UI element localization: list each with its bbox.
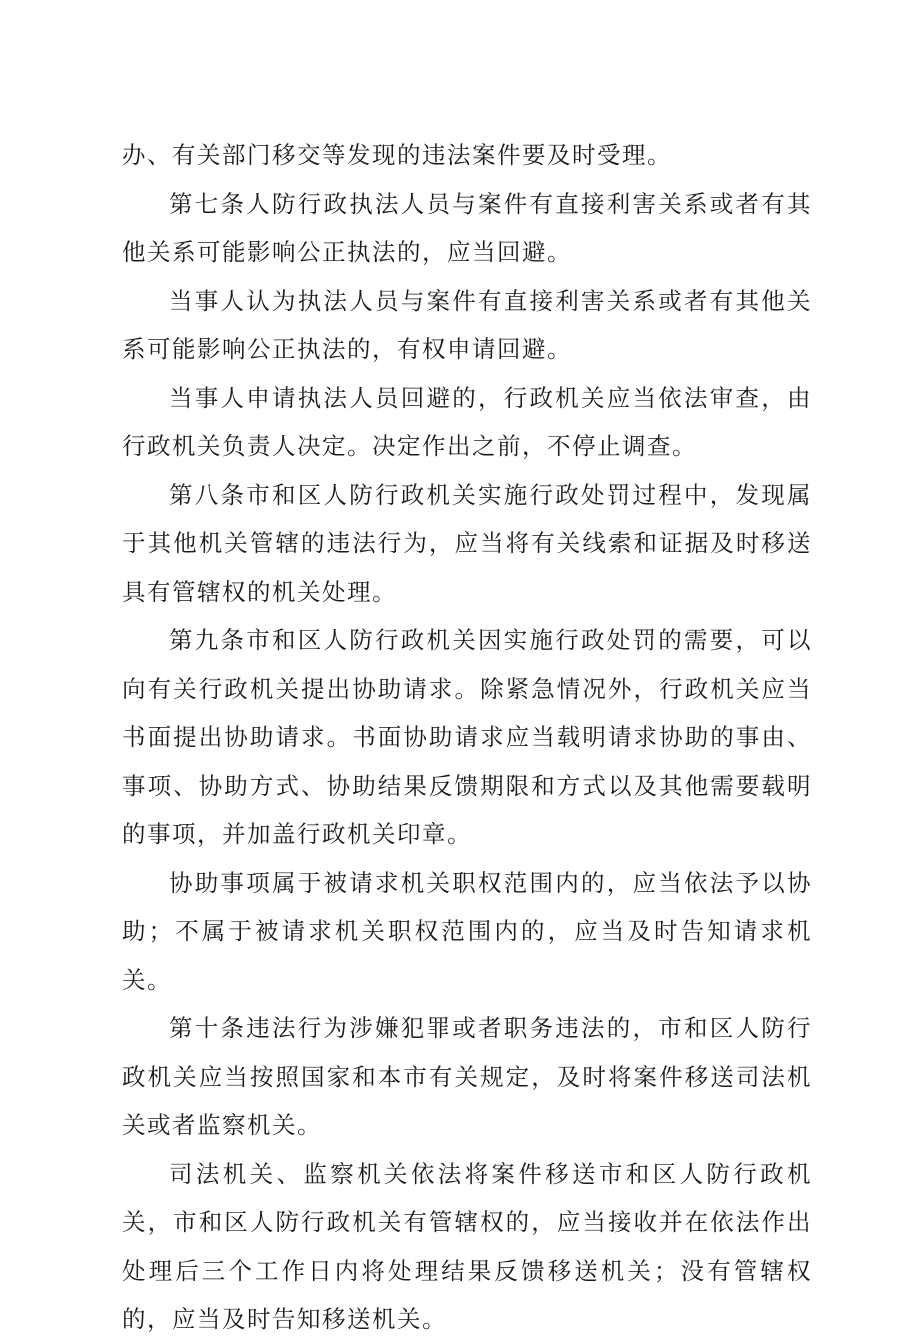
paragraph-continuation: 办、有关部门移交等发现的违法案件要及时受理。 (122, 141, 672, 169)
paragraph-article-8: 第八条市和区人防行政机关实施行政处罚过程中，发现属于其他机关管辖的违法行为，应当将有关线索和证据及时移送具有管辖权的机关处理。 (122, 480, 812, 606)
paragraph-recusal-request: 当事人认为执法人员与案件有直接利害关系或者有其他关系可能影响公正执法的，有权申请回避。 (122, 286, 812, 363)
paragraph-recusal-review: 当事人申请执法人员回避的，行政机关应当依法审查，由行政机关负责人决定。决定作出之前，不停止调查。 (122, 383, 812, 460)
paragraph-case-transfer: 司法机关、监察机关依法将案件移送市和区人防行政机关，市和区人防行政机关有管辖权的，应当接收并在依法作出处理后三个工作日内将处理结果反馈移送机关；没有管辖权的，应当及时告知移送机关。 (122, 1159, 812, 1333)
paragraph-article-10: 第十条违法行为涉嫌犯罪或者职务违法的，市和区人防行政机关应当按照国家和本市有关规定，及时将案件移送司法机关或者监察机关。 (122, 1014, 812, 1139)
document-body (122, 131, 812, 1344)
paragraph-assistance-scope: 协助事项属于被请求机关职权范围内的，应当依法予以协助；不属于被请求机关职权范围内的，应当及时告知请求机关。 (122, 868, 812, 994)
paragraph-article-7: 第七条人防行政执法人员与案件有直接利害关系或者有其他关系可能影响公正执法的，应当回避。 (122, 189, 812, 266)
paragraph-article-9: 第九条市和区人防行政机关因实施行政处罚的需要，可以向有关行政机关提出协助请求。除紧急情况外，行政机关应当书面提出协助请求。书面协助请求应当载明请求协助的事由、事项、协助方式、协助结果反馈期限和方式以及其他需要载明的事项，并加盖行政机关印章。 (122, 626, 812, 848)
